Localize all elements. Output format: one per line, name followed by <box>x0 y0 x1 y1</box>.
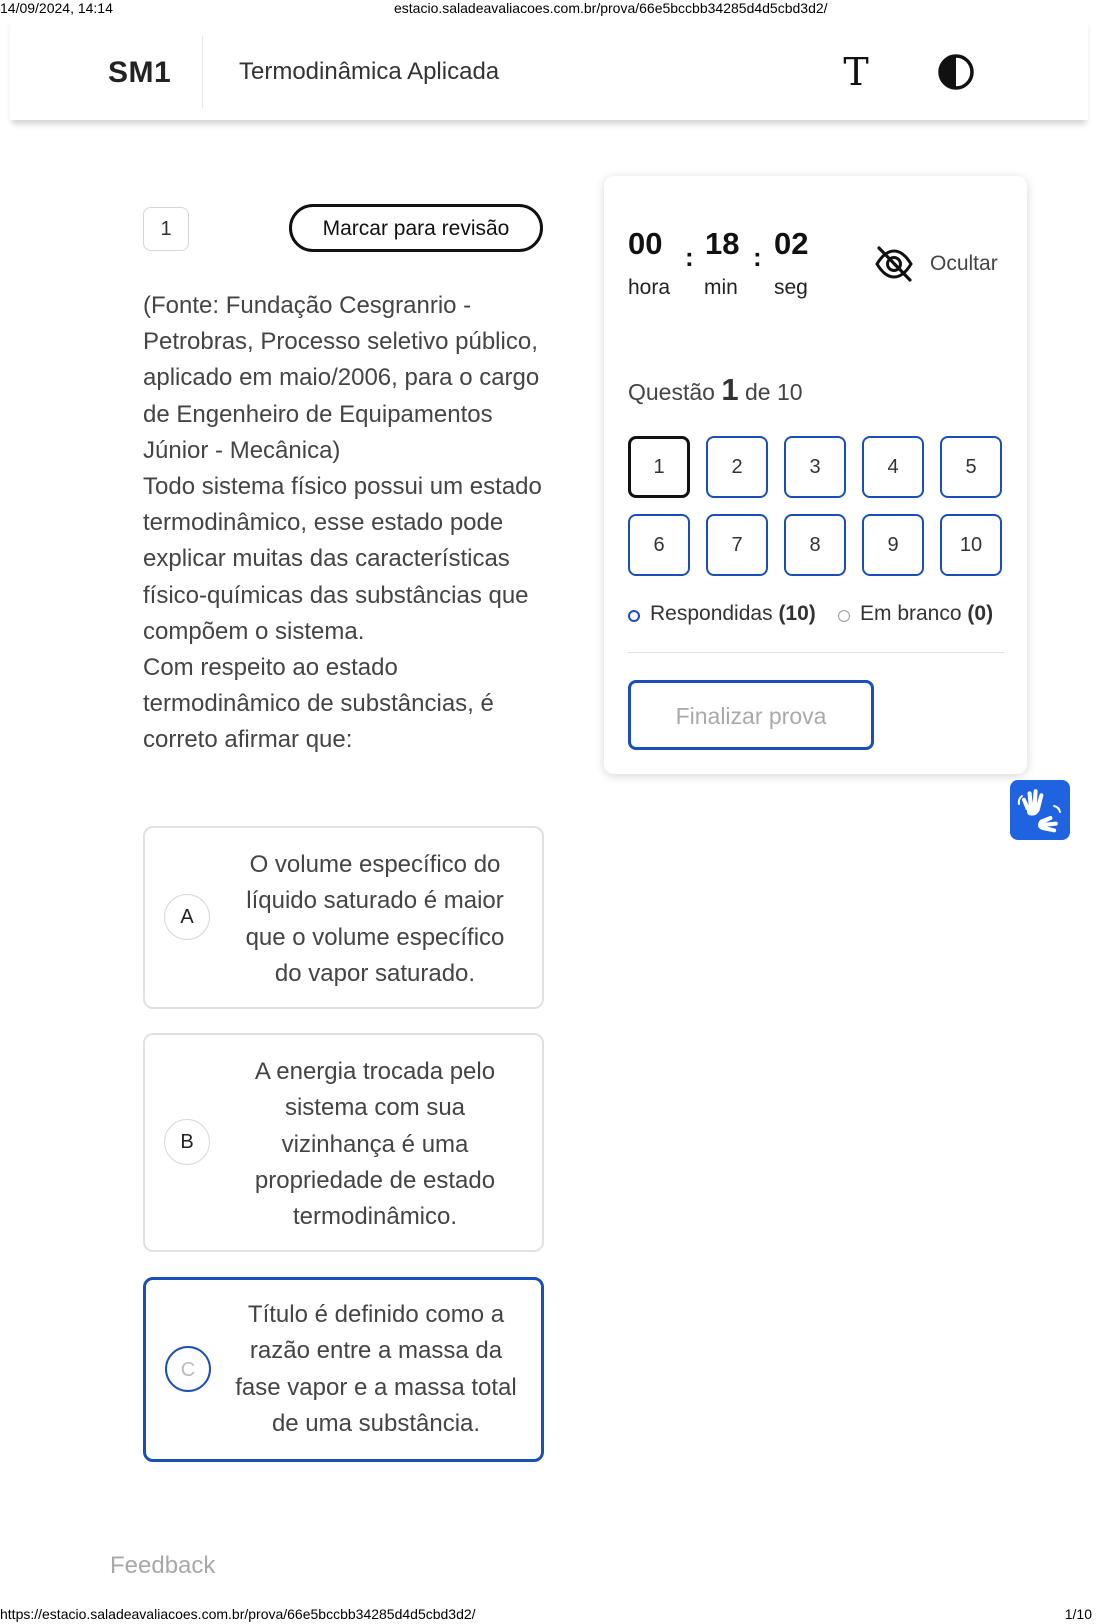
mark-for-review-button[interactable]: Marcar para revisão <box>289 204 543 252</box>
print-datetime: 14/09/2024, 14:14 <box>0 0 113 16</box>
question-nav-button-1[interactable]: 1 <box>628 436 690 498</box>
question-paragraph: (Fonte: Fundação Cesgranrio - Petrobras, Processo seletivo público, aplicado em maio/2006, para o cargo de Engenheiro de Equipamentos Júnior - Mecânica) <box>143 292 540 464</box>
header-divider <box>202 36 203 108</box>
option-letter: B <box>164 1119 210 1165</box>
finish-exam-button[interactable]: Finalizar prova <box>628 680 874 750</box>
course-title: Termodinâmica Aplicada <box>239 58 500 85</box>
question-paragraph: Todo sistema físico possui um estado termodinâmico, esse estado pode explicar muitas das características físico-químicas das substâncias que compõem o sistema. <box>143 473 542 645</box>
counter-suffix: de 10 <box>744 379 803 405</box>
print-url: estacio.saladeavaliacoes.com.br/prova/66e5bccbb34285d4d5cbd3d2/ <box>394 0 828 16</box>
sign-language-hands-icon <box>1010 780 1070 840</box>
option-text: Título é definido como a razão entre a massa da fase vapor e a massa total de uma substância. <box>235 1301 517 1437</box>
exam-panel <box>604 176 1027 774</box>
blank-label: Em branco <box>860 602 962 625</box>
timer-seconds-label: seg <box>774 276 808 299</box>
option-letter: A <box>164 894 210 940</box>
libras-accessibility-button[interactable] <box>1010 780 1070 840</box>
blank-count: (0) <box>967 602 994 625</box>
question-number: 1 <box>143 207 189 251</box>
question-nav-button-9[interactable]: 9 <box>862 514 924 576</box>
print-header <box>0 0 1096 16</box>
option-c[interactable] <box>143 1277 544 1462</box>
hide-timer-label[interactable]: Ocultar <box>930 252 998 275</box>
counter-current: 1 <box>721 372 739 407</box>
question-paragraph: Com respeito ao estado termodinâmico de substâncias, é correto afirmar que: <box>143 654 494 754</box>
timer-minutes-label: min <box>704 276 738 299</box>
answered-dot-icon <box>628 610 640 622</box>
question-nav-button-10[interactable]: 10 <box>940 514 1002 576</box>
timer-hours-label: hora <box>628 276 671 299</box>
question-counter <box>628 372 803 408</box>
timer-hours: 00 <box>628 226 663 261</box>
option-text: O volume específico do líquido saturado é maior que o volume específico do vapor saturado. <box>245 851 505 987</box>
feedback-link[interactable]: Feedback <box>110 1552 216 1579</box>
timer-seconds: 02 <box>774 226 809 261</box>
print-page-number: 1/10 <box>1064 1606 1092 1622</box>
counter-prefix: Questão <box>628 379 715 405</box>
timer-minutes: 18 <box>705 226 740 261</box>
question-nav-button-4[interactable]: 4 <box>862 436 924 498</box>
blank-dot-icon <box>838 610 850 622</box>
question-nav-button-3[interactable]: 3 <box>784 436 846 498</box>
question-nav-button-7[interactable]: 7 <box>706 514 768 576</box>
panel-divider <box>628 652 1004 653</box>
option-b[interactable] <box>143 1033 544 1252</box>
logo: SM1 <box>108 56 172 89</box>
option-text: A energia trocada pelo sistema com sua vizinhança é uma propriedade de estado termodinâmico. <box>254 1058 496 1231</box>
legend-answered <box>650 602 816 626</box>
eye-off-icon[interactable] <box>874 244 914 284</box>
contrast-icon[interactable] <box>936 52 976 92</box>
option-a[interactable] <box>143 826 544 1009</box>
timer-separator: : <box>685 242 694 272</box>
timer-separator: : <box>753 242 762 272</box>
answered-label: Respondidas <box>650 602 773 625</box>
print-footer <box>0 1606 1096 1624</box>
question-nav-button-6[interactable]: 6 <box>628 514 690 576</box>
question-nav-button-5[interactable]: 5 <box>940 436 1002 498</box>
answered-count: (10) <box>778 602 816 625</box>
font-size-icon[interactable]: T <box>843 50 869 94</box>
top-bar <box>10 16 1088 120</box>
print-footer-url: https://estacio.saladeavaliacoes.com.br/prova/66e5bccbb34285d4d5cbd3d2/ <box>0 1606 476 1622</box>
question-nav-button-2[interactable]: 2 <box>706 436 768 498</box>
legend-blank <box>860 602 993 626</box>
question-nav-button-8[interactable]: 8 <box>784 514 846 576</box>
question-text <box>143 288 553 759</box>
option-letter: C <box>165 1346 211 1392</box>
